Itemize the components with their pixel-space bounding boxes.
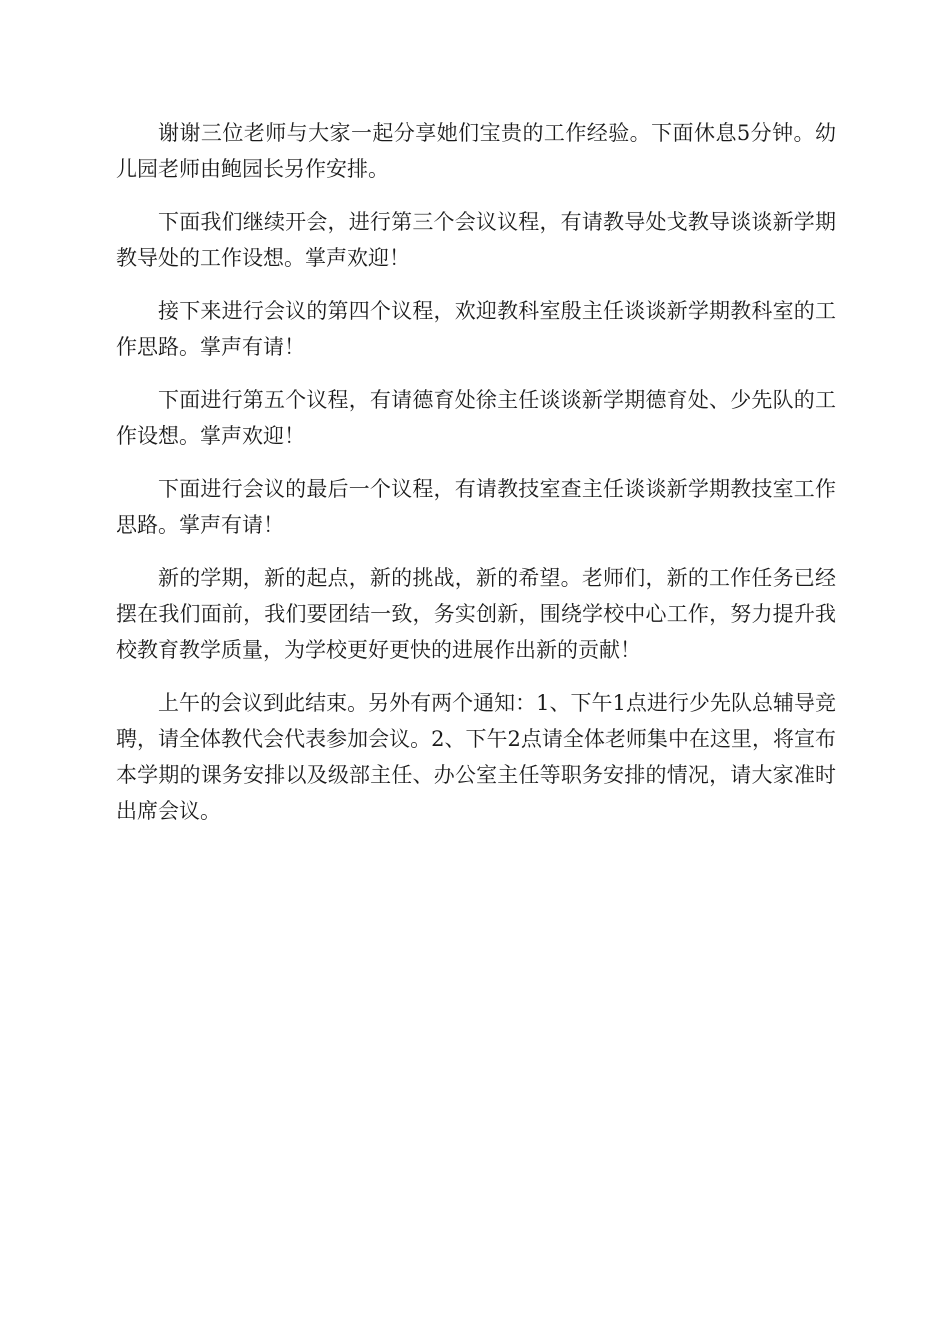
paragraph-1: 谢谢三位老师与大家一起分享她们宝贵的工作经验。下面休息5分钟。幼儿园老师由鲍园长另作安排。 [116,121,836,181]
paragraph-7: 上午的会议到此结束。另外有两个通知：1、下午1点进行少先队总辅导竞聘，请全体教代会代表参加会议。2、下午2点请全体老师集中在这里，将宣布本学期的课务安排以及级部主任、办公室主任等职务安排的情况，请大家准时出席会议。 [116,691,836,823]
document-body [116,115,836,846]
paragraph-4: 下面进行第五个议程，有请德育处徐主任谈谈新学期德育处、少先队的工作设想。掌声欢迎！ [116,388,836,448]
paragraph-3: 接下来进行会议的第四个议程，欢迎教科室殷主任谈谈新学期教科室的工作思路。掌声有请！ [116,299,836,359]
paragraph-6: 新的学期，新的起点，新的挑战，新的希望。老师们，新的工作任务已经摆在我们面前，我们要团结一致，务实创新，围绕学校中心工作，努力提升我校教育教学质量，为学校更好更快的进展作出新的贡献！ [116,566,836,662]
paragraph-2: 下面我们继续开会，进行第三个会议议程，有请教导处戈教导谈谈新学期教导处的工作设想。掌声欢迎！ [116,210,836,270]
paragraph-5: 下面进行会议的最后一个议程，有请教技室查主任谈谈新学期教技室工作思路。掌声有请！ [116,477,836,537]
